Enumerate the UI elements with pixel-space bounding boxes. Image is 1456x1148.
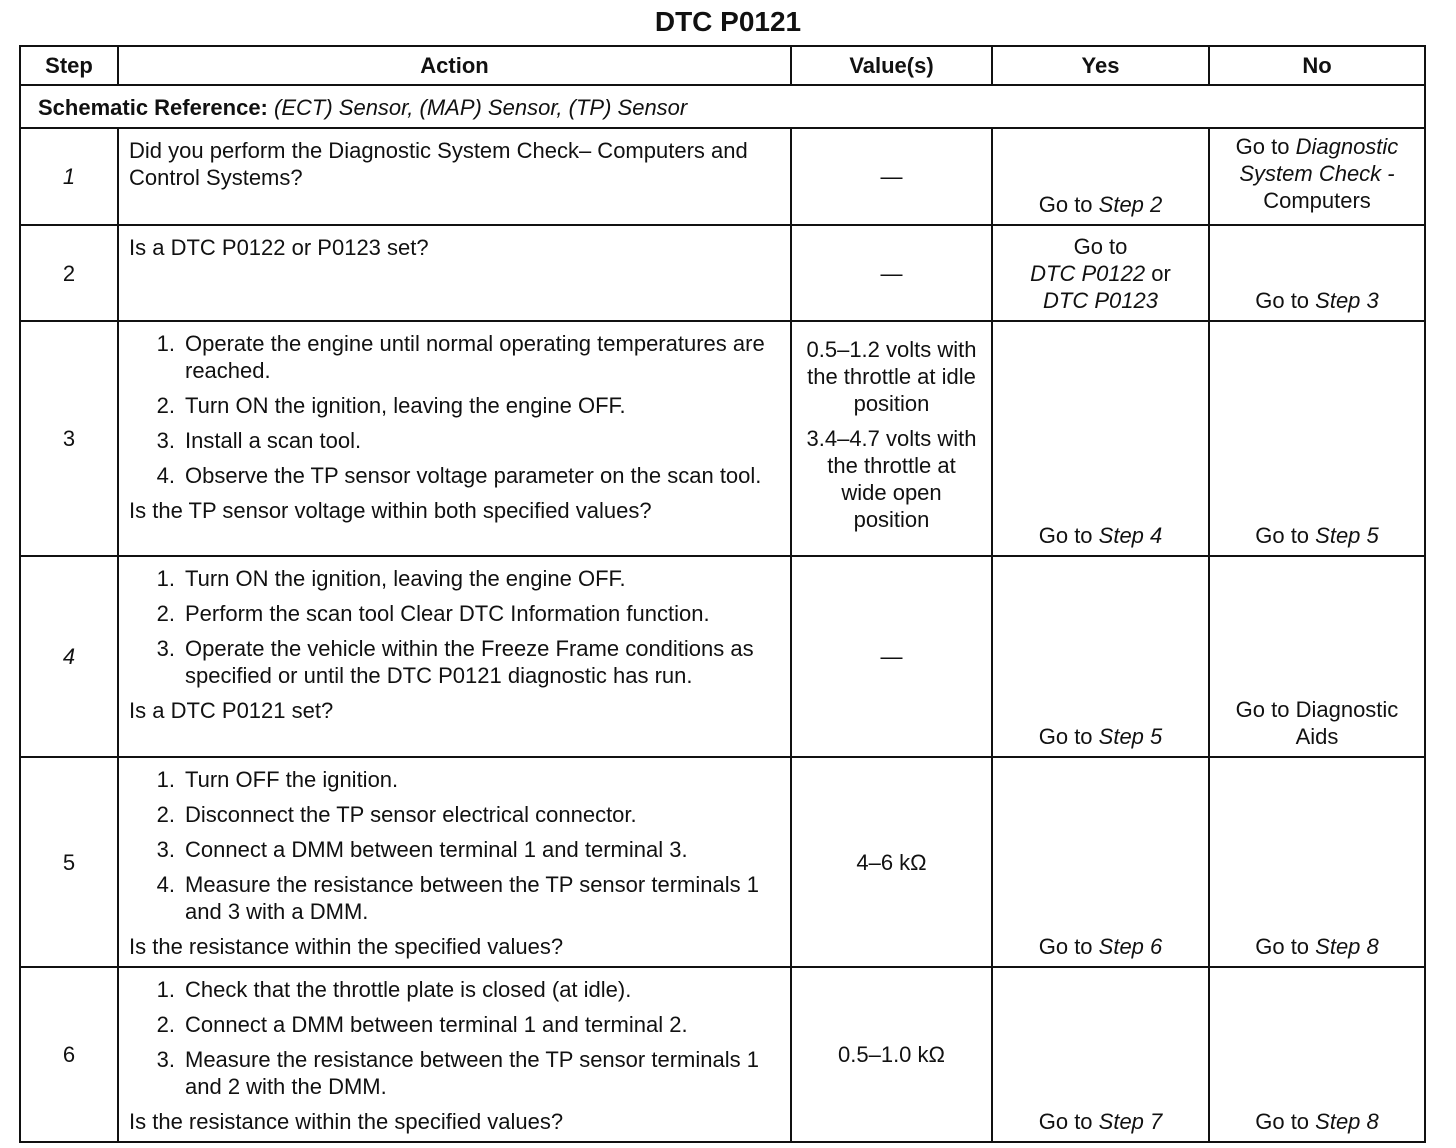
item-number: 3.	[156, 1047, 175, 1072]
item-number: 1.	[156, 977, 175, 1002]
no-cell	[1209, 225, 1425, 321]
item-number: 2.	[156, 601, 175, 626]
no-prefix: Go to	[1235, 134, 1296, 159]
no-link[interactable]: Step 3	[1315, 288, 1379, 313]
item-text: Operate the engine until normal operating temperatures are reached.	[185, 331, 765, 383]
action-text: Is a DTC P0122 or P0123 set?	[129, 235, 429, 260]
no-suffix: Computers	[1263, 188, 1371, 213]
item-number: 4.	[156, 463, 175, 488]
yes-cell	[992, 556, 1209, 757]
table-row	[20, 225, 1425, 321]
action-list	[129, 976, 780, 1100]
item-number: 1.	[156, 767, 175, 792]
action-list	[129, 565, 780, 689]
yes-cell	[992, 967, 1209, 1142]
value-cell	[791, 128, 992, 225]
item-text: Turn ON the ignition, leaving the engine OFF.	[185, 393, 626, 418]
item-text: Perform the scan tool Clear DTC Information function.	[185, 601, 710, 626]
list-item	[129, 600, 780, 627]
action-cell	[118, 556, 791, 757]
action-question: Is the resistance within the specified values?	[129, 934, 564, 959]
yes-or: or	[1145, 261, 1171, 286]
item-text: Disconnect the TP sensor electrical connector.	[185, 802, 637, 827]
item-text: Connect a DMM between terminal 1 and terminal 2.	[185, 1012, 688, 1037]
schematic-refs: (ECT) Sensor, (MAP) Sensor, (TP) Sensor	[274, 95, 688, 120]
no-cell	[1209, 556, 1425, 757]
no-prefix: Go to	[1255, 288, 1316, 313]
item-number: 2.	[156, 393, 175, 418]
list-item	[129, 1046, 780, 1100]
yes-prefix: Go to	[1038, 192, 1099, 217]
list-item	[129, 766, 780, 793]
yes-link[interactable]: DTC P0123	[1043, 288, 1158, 313]
value-cell	[791, 556, 992, 757]
no-cell	[1209, 128, 1425, 225]
action-cell	[118, 128, 791, 225]
action-cell	[118, 757, 791, 967]
list-item	[129, 565, 780, 592]
item-text: Measure the resistance between the TP sensor terminals 1 and 2 with the DMM.	[185, 1047, 759, 1099]
action-cell	[118, 967, 791, 1142]
table-row	[20, 757, 1425, 967]
item-text: Operate the vehicle within the Freeze Frame conditions as specified or until the DTC P0121 diagnostic has run.	[185, 636, 754, 688]
value-cell	[791, 225, 992, 321]
value-text: 4–6 kΩ	[856, 849, 927, 875]
schematic-label: Schematic Reference:	[38, 95, 268, 120]
yes-prefix: Go to	[1038, 724, 1099, 749]
item-text: Measure the resistance between the TP sensor terminals 1 and 3 with a DMM.	[185, 872, 759, 924]
yes-cell	[992, 225, 1209, 321]
yes-prefix: Go to	[1038, 1109, 1099, 1134]
action-cell	[118, 225, 791, 321]
yes-prefix: Go to	[1073, 234, 1128, 259]
list-item	[129, 635, 780, 689]
diagnostic-table	[19, 45, 1426, 1143]
header-no: No	[1209, 46, 1425, 85]
action-list	[129, 766, 780, 925]
item-number: 2.	[156, 802, 175, 827]
yes-cell	[992, 321, 1209, 556]
yes-link[interactable]: DTC P0122	[1030, 261, 1146, 286]
table-row	[20, 321, 1425, 556]
no-link[interactable]: Step 5	[1315, 523, 1379, 548]
list-item	[129, 392, 780, 419]
schematic-reference	[20, 85, 1425, 128]
value-cell	[791, 967, 992, 1142]
item-text: Observe the TP sensor voltage parameter on the scan tool.	[185, 463, 762, 488]
header-row	[20, 46, 1425, 85]
step-number: 2	[20, 225, 118, 321]
yes-cell	[992, 128, 1209, 225]
yes-prefix: Go to	[1038, 934, 1099, 959]
list-item	[129, 330, 780, 384]
no-link[interactable]: Step 8	[1315, 934, 1379, 959]
action-cell	[118, 321, 791, 556]
step-number: 6	[20, 967, 118, 1142]
header-yes: Yes	[992, 46, 1209, 85]
value-text: —	[880, 644, 903, 669]
value-cell	[791, 757, 992, 967]
no-prefix: Go to	[1255, 1109, 1316, 1134]
value-text: 3.4–4.7 volts with the throttle at wide open position	[806, 426, 977, 532]
value-text: 0.5–1.0 kΩ	[838, 1042, 945, 1067]
table-row	[20, 556, 1425, 757]
yes-link[interactable]: Step 2	[1098, 192, 1163, 217]
no-prefix: Go to	[1255, 523, 1316, 548]
item-number: 4.	[156, 872, 175, 897]
item-number: 3.	[156, 837, 175, 862]
action-question: Is the TP sensor voltage within both specified values?	[129, 498, 652, 523]
action-text: Did you perform the Diagnostic System Check– Computers and Control Systems?	[129, 138, 748, 190]
no-link[interactable]: Step 8	[1315, 1109, 1379, 1134]
page-title: DTC P0121	[654, 6, 802, 37]
list-item	[129, 836, 780, 863]
header-step: Step	[20, 46, 118, 85]
yes-link[interactable]: Step 6	[1098, 934, 1163, 959]
yes-prefix: Go to	[1038, 523, 1099, 548]
value-cell	[791, 321, 992, 556]
item-number: 2.	[156, 1012, 175, 1037]
item-number: 3.	[156, 636, 175, 661]
value-text: —	[880, 260, 903, 286]
item-text: Connect a DMM between terminal 1 and terminal 3.	[185, 837, 688, 862]
step-number: 5	[20, 757, 118, 967]
no-cell	[1209, 321, 1425, 556]
schematic-row	[20, 85, 1425, 128]
no-cell	[1209, 757, 1425, 967]
value-text: 0.5–1.2 volts with the throttle at idle position	[806, 337, 977, 416]
header-action: Action	[118, 46, 791, 85]
item-text: Turn ON the ignition, leaving the engine OFF.	[185, 566, 626, 591]
item-text: Install a scan tool.	[185, 428, 362, 453]
action-question: Is the resistance within the specified values?	[129, 1109, 564, 1134]
list-item	[129, 871, 780, 925]
no-prefix: Go to	[1255, 934, 1316, 959]
no-link[interactable]: Go to Diagnostic Aids	[1235, 697, 1399, 749]
value-text: —	[880, 164, 903, 189]
step-number: 4	[20, 556, 118, 757]
yes-cell	[992, 757, 1209, 967]
step-number: 3	[20, 321, 118, 556]
action-question: Is a DTC P0121 set?	[129, 698, 334, 723]
list-item	[129, 427, 780, 454]
list-item	[129, 1011, 780, 1038]
table-row	[20, 967, 1425, 1142]
item-number: 1.	[156, 331, 175, 356]
list-item	[129, 462, 780, 489]
no-cell	[1209, 967, 1425, 1142]
list-item	[129, 976, 780, 1003]
action-list	[129, 330, 780, 489]
item-number: 1.	[156, 566, 175, 591]
item-text: Check that the throttle plate is closed (at idle).	[185, 977, 632, 1002]
yes-link[interactable]: Step 7	[1098, 1109, 1163, 1134]
step-number: 1	[20, 128, 118, 225]
table-row	[20, 128, 1425, 225]
no-link[interactable]: Diagnostic System Check -	[1239, 134, 1399, 186]
yes-link[interactable]: Step 5	[1098, 724, 1163, 749]
header-values: Value(s)	[791, 46, 992, 85]
list-item	[129, 801, 780, 828]
item-text: Turn OFF the ignition.	[185, 767, 399, 792]
yes-link[interactable]: Step 4	[1098, 523, 1163, 548]
item-number: 3.	[156, 428, 175, 453]
